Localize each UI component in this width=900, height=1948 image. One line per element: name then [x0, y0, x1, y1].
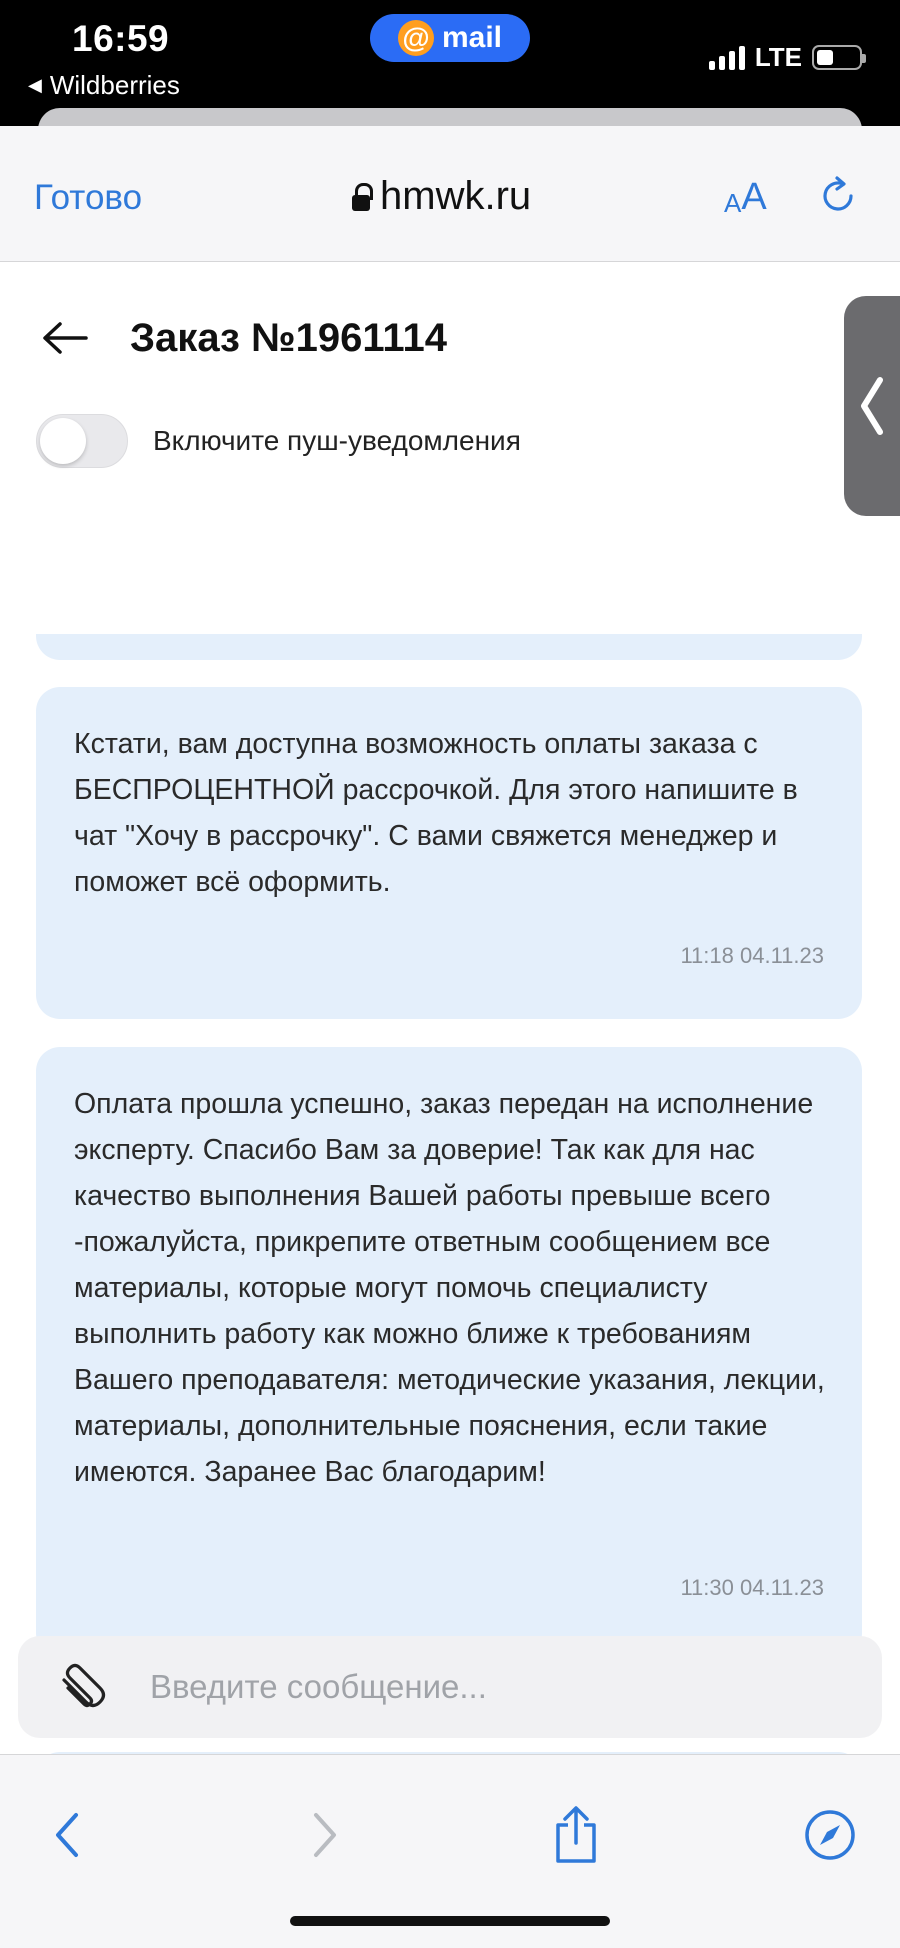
side-panel-tab[interactable] — [844, 296, 900, 516]
chevron-left-icon — [50, 1811, 82, 1859]
nav-forward-button[interactable] — [296, 1805, 356, 1865]
chat-area[interactable] — [0, 406, 900, 1600]
battery-icon — [812, 45, 862, 70]
signal-icon — [709, 46, 745, 70]
system-indicators — [709, 42, 862, 73]
mail-badge-label: mail — [441, 21, 503, 54]
status-time: 16:59 — [72, 18, 170, 59]
message-bubble — [36, 687, 862, 1019]
share-button[interactable] — [546, 1805, 606, 1865]
text-size-small-label: A — [724, 188, 742, 218]
browser-top-bar — [0, 126, 900, 262]
open-in-safari-button[interactable] — [800, 1805, 860, 1865]
message-timestamp: 11:18 04.11.23 — [680, 943, 824, 968]
previous-message-bubble — [36, 634, 862, 660]
mail-app-badge[interactable] — [370, 14, 530, 62]
done-button[interactable]: Готово — [34, 178, 143, 217]
back-triangle-icon: ◀ — [28, 75, 42, 95]
attach-paperclip-icon[interactable] — [56, 1666, 108, 1714]
lock-icon — [352, 191, 370, 213]
chevron-left-icon — [858, 376, 886, 436]
address-bar[interactable] — [352, 174, 531, 219]
text-size-button[interactable] — [724, 176, 767, 219]
network-label: LTE — [754, 42, 802, 72]
back-arrow-icon[interactable] — [40, 320, 90, 356]
message-input[interactable] — [150, 1658, 850, 1716]
message-text: Оплата прошла успешно, заказ передан на исполнение эксперту. Спасибо Вам за доверие! Так как для нас качество выполнения Вашей работы превыше всего -пожалуйста, прикрепите ответным сообщением все материалы, которые могут помочь специалисту выполнить работу как можно ближе к требованиям Вашего преподавателя: методические указания, лекции, материалы, дополнительные пояснения, если такие имеются. Заранее Вас благодарим! — [74, 1088, 825, 1488]
page-title: Заказ №1961114 — [130, 316, 447, 360]
back-to-app-link[interactable] — [28, 70, 180, 101]
at-sign-icon: @ — [398, 20, 434, 56]
reload-icon[interactable] — [818, 176, 858, 216]
message-timestamp: 11:30 04.11.23 — [680, 1575, 824, 1600]
nav-back-button[interactable] — [36, 1805, 96, 1865]
message-text: Кстати, вам доступна возможность оплаты заказа с БЕСПРОЦЕНТНОЙ рассрочкой. Для этого напишите в чат "Хочу в рассрочку". С вами свяжется менеджер и поможет всё оформить. — [74, 728, 798, 898]
text-size-big-label: A — [741, 176, 767, 218]
browser-sheet — [0, 126, 900, 1948]
home-indicator[interactable] — [290, 1916, 610, 1926]
share-icon — [551, 1805, 601, 1865]
compass-icon — [803, 1808, 857, 1862]
chevron-right-icon — [310, 1811, 342, 1859]
message-bubble — [36, 1047, 862, 1657]
url-text: hmwk.ru — [380, 174, 532, 218]
message-composer — [18, 1636, 882, 1738]
push-notifications-label: Включите пуш-уведомления — [153, 425, 521, 456]
status-bar — [0, 0, 900, 110]
back-app-label: Wildberries — [49, 70, 180, 100]
